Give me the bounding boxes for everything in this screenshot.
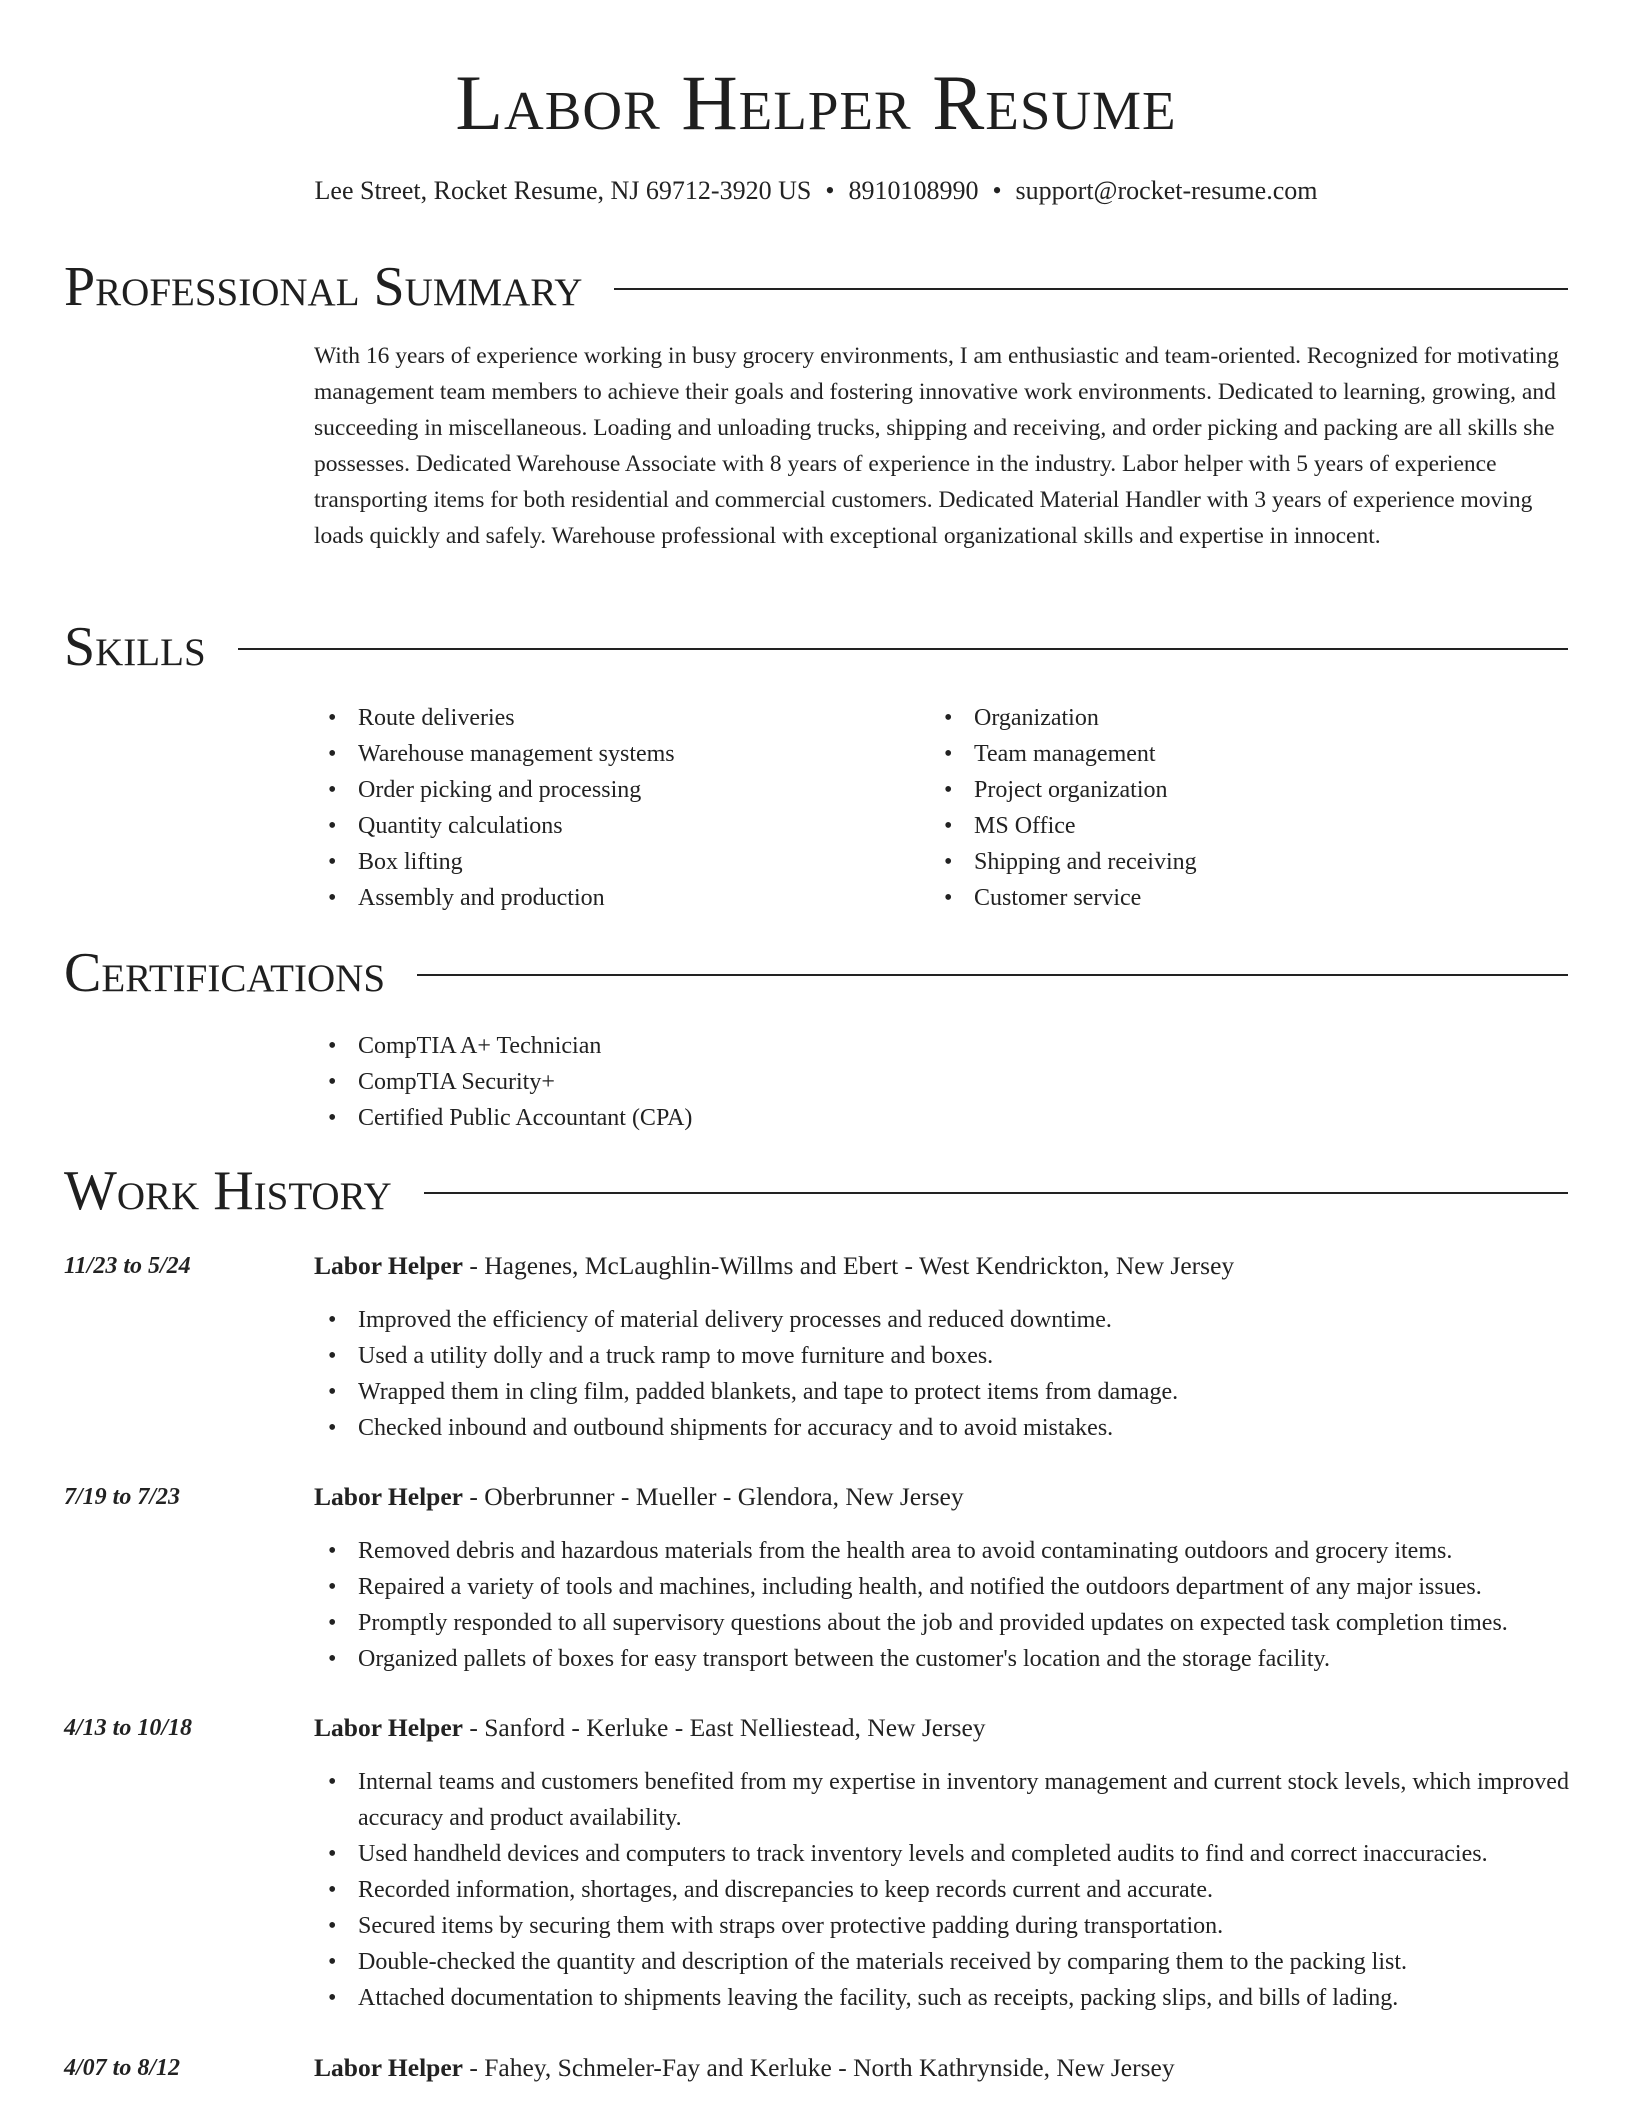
job-employer: - Fahey, Schmeler-Fay and Kerluke - North Kathrynside, New Jersey (462, 2053, 1175, 2082)
skill-item: • Box lifting (314, 844, 914, 880)
resume-title: Labor Helper Resume (455, 59, 1177, 146)
skill-item: • Shipping and receiving (930, 844, 1530, 880)
section-divider (238, 648, 1568, 650)
work-history-heading: Work History (64, 1160, 392, 1222)
certifications-section-header (64, 938, 1568, 1008)
contact-separator: • (825, 176, 835, 205)
contact-address: Lee Street, Rocket Resume, NJ 69712-3920 US (314, 176, 812, 205)
work-history-section-header (64, 1156, 1568, 1226)
skill-item: • MS Office (930, 808, 1530, 844)
summary-text: With 16 years of experience working in busy grocery environments, I am enthusiastic and team-oriented. Recognized for motivating management team members to achieve their goals and fostering innovative work environments. Dedicated to learning, growing, and succeeding in miscellaneous. Loading and unloading trucks, shipping and receiving, and order picking and packing are all skills she possesses. Dedicated Warehouse Associate with 8 years of experience in the industry. Labor helper with 5 years of experience transporting items for both residential and commercial customers. Dedicated Material Handler with 3 years of experience moving loads quickly and safely. Warehouse professional with exceptional organizational skills and expertise in innocent. (314, 343, 1559, 549)
job-bullet: • Used a utility dolly and a truck ramp to move furniture and boxes. (314, 1338, 1584, 1374)
job-bullet: • Secured items by securing them with straps over protective padding during transportation. (314, 1908, 1584, 1944)
skill-item: • Route deliveries (314, 700, 914, 736)
job-employer: - Sanford - Kerluke - East Nelliestead, New Jersey (462, 1713, 986, 1742)
skills-heading: Skills (64, 616, 206, 678)
job-title-line (314, 1479, 964, 1515)
job-dates: 11/23 to 5/24 (64, 1253, 191, 1279)
job-title: Labor Helper (314, 1251, 463, 1280)
job-bullet: • Checked inbound and outbound shipments for accuracy and to avoid mistakes. (314, 1410, 1584, 1446)
section-divider (614, 288, 1568, 290)
job-bullet: • Wrapped them in cling film, padded blankets, and tape to protect items from damage. (314, 1374, 1584, 1410)
job-bullet-list (314, 1533, 1584, 1677)
section-divider (424, 1192, 1568, 1194)
job-bullet: • Repaired a variety of tools and machines, including health, and notified the outdoors department of any major issues. (314, 1569, 1584, 1605)
contact-line (0, 174, 1632, 208)
job-title: Labor Helper (314, 1713, 463, 1742)
summary-heading: Professional Summary (64, 256, 583, 318)
skill-item: • Project organization (930, 772, 1530, 808)
certifications-heading: Certifications (64, 942, 386, 1004)
job-dates: 7/19 to 7/23 (64, 1484, 181, 1510)
job-bullet: • Organized pallets of boxes for easy transport between the customer's location and the storage facility. (314, 1641, 1584, 1677)
job-bullet: • Recorded information, shortages, and discrepancies to keep records current and accurate. (314, 1872, 1584, 1908)
job-dates: 4/13 to 10/18 (64, 1715, 193, 1741)
job-bullet-list (314, 1764, 1584, 2016)
summary-section-header (64, 252, 1568, 322)
job-bullet: • Removed debris and hazardous materials from the health area to avoid contaminating outdoors and grocery items. (314, 1533, 1584, 1569)
section-divider (417, 974, 1568, 976)
job-title-line (314, 2050, 1175, 2086)
contact-separator: • (992, 176, 1002, 205)
job-bullet: • Double-checked the quantity and description of the materials received by comparing them to the packing list. (314, 1944, 1584, 1980)
skill-item: • Organization (930, 700, 1530, 736)
skills-list-left (314, 700, 914, 916)
job-title: Labor Helper (314, 1482, 463, 1511)
job-bullet: • Promptly responded to all supervisory questions about the job and provided updates on expected task completion times. (314, 1605, 1584, 1641)
contact-email: support@rocket-resume.com (1015, 176, 1318, 205)
contact-phone: 8910108990 (848, 176, 979, 205)
certification-item: • CompTIA Security+ (314, 1064, 1314, 1100)
skill-item: • Assembly and production (314, 880, 914, 916)
skill-item: • Warehouse management systems (314, 736, 914, 772)
skills-list-right (930, 700, 1530, 916)
job-bullet: • Internal teams and customers benefited from my expertise in inventory management and current stock levels, which improved accuracy and product availability. (314, 1764, 1584, 1836)
job-bullet: • Improved the efficiency of material delivery processes and reduced downtime. (314, 1302, 1584, 1338)
skill-item: • Customer service (930, 880, 1530, 916)
job-title-line (314, 1248, 1234, 1284)
skills-section-header (64, 612, 1568, 682)
skill-item: • Order picking and processing (314, 772, 914, 808)
job-bullet: • Used handheld devices and computers to track inventory levels and completed audits to find and correct inaccuracies. (314, 1836, 1584, 1872)
job-bullet-list (314, 1302, 1584, 1446)
certifications-list (314, 1028, 1314, 1136)
skill-item: • Quantity calculations (314, 808, 914, 844)
certification-item: • Certified Public Accountant (CPA) (314, 1100, 1314, 1136)
certification-item: • CompTIA A+ Technician (314, 1028, 1314, 1064)
skill-item: • Team management (930, 736, 1530, 772)
job-employer: - Oberbrunner - Mueller - Glendora, New Jersey (462, 1482, 964, 1511)
job-bullet: • Attached documentation to shipments leaving the facility, such as receipts, packing slips, and bills of lading. (314, 1980, 1584, 2016)
job-dates: 4/07 to 8/12 (64, 2055, 181, 2081)
job-title-line (314, 1710, 986, 1746)
job-title: Labor Helper (314, 2053, 463, 2082)
job-employer: - Hagenes, McLaughlin-Willms and Ebert - West Kendrickton, New Jersey (462, 1251, 1235, 1280)
